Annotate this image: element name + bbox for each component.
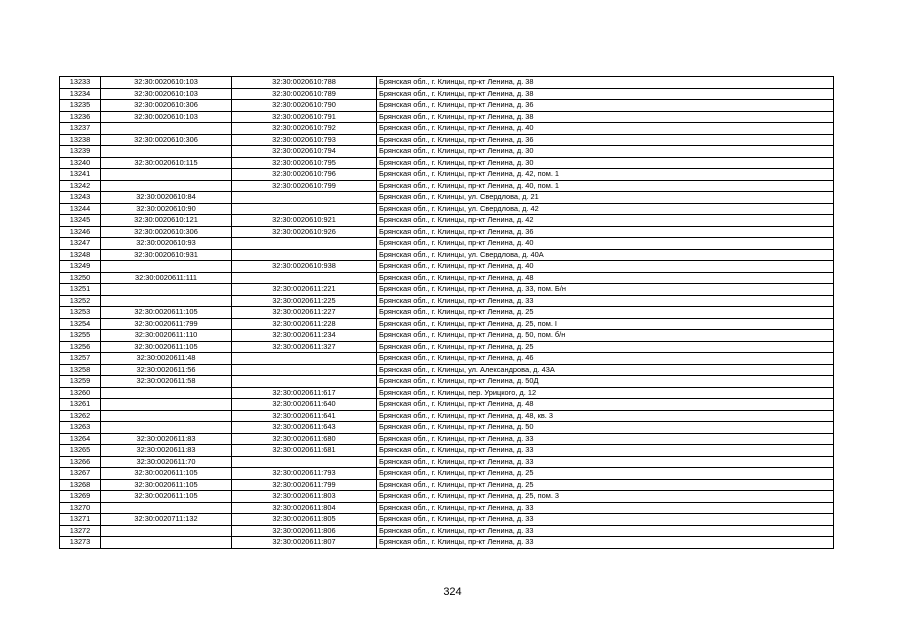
land-cadastral-number-cell <box>101 261 232 273</box>
row-number-cell: 13264 <box>60 433 101 445</box>
address-cell: Брянская обл., г. Клинцы, пер. Урицкого, д. 12 <box>377 387 834 399</box>
table-row <box>60 157 834 169</box>
land-cadastral-number-cell: 32:30:0020611:110 <box>101 330 232 342</box>
object-cadastral-number-cell <box>232 376 377 388</box>
object-cadastral-number-cell <box>232 238 377 250</box>
address-cell: Брянская обл., г. Клинцы, пр-кт Ленина, д. 25 <box>377 468 834 480</box>
address-cell: Брянская обл., г. Клинцы, пр-кт Ленина, д. 50, пом. б/н <box>377 330 834 342</box>
row-number-cell: 13257 <box>60 353 101 365</box>
row-number-cell: 13261 <box>60 399 101 411</box>
land-cadastral-number-cell <box>101 525 232 537</box>
table-row <box>60 410 834 422</box>
address-cell: Брянская обл., г. Клинцы, пр-кт Ленина, д. 25 <box>377 341 834 353</box>
address-cell: Брянская обл., г. Клинцы, пр-кт Ленина, д. 38 <box>377 111 834 123</box>
table-row <box>60 422 834 434</box>
table-row <box>60 445 834 457</box>
land-cadastral-number-cell: 32:30:0020611:83 <box>101 445 232 457</box>
table-row <box>60 100 834 112</box>
registry-table-body <box>60 77 834 549</box>
row-number-cell: 13236 <box>60 111 101 123</box>
row-number-cell: 13252 <box>60 295 101 307</box>
object-cadastral-number-cell: 32:30:0020611:234 <box>232 330 377 342</box>
object-cadastral-number-cell: 32:30:0020610:790 <box>232 100 377 112</box>
table-row <box>60 88 834 100</box>
object-cadastral-number-cell: 32:30:0020610:796 <box>232 169 377 181</box>
table-row <box>60 123 834 135</box>
table-row <box>60 491 834 503</box>
address-cell: Брянская обл., г. Клинцы, ул. Свердлова, д. 42 <box>377 203 834 215</box>
table-row <box>60 433 834 445</box>
address-cell: Брянская обл., г. Клинцы, пр-кт Ленина, д. 48 <box>377 399 834 411</box>
address-cell: Брянская обл., г. Клинцы, пр-кт Ленина, д. 30 <box>377 146 834 158</box>
row-number-cell: 13266 <box>60 456 101 468</box>
land-cadastral-number-cell <box>101 387 232 399</box>
land-cadastral-number-cell: 32:30:0020610:103 <box>101 77 232 89</box>
row-number-cell: 13246 <box>60 226 101 238</box>
address-cell: Брянская обл., г. Клинцы, пр-кт Ленина, д. 36 <box>377 226 834 238</box>
table-row <box>60 502 834 514</box>
table-row <box>60 111 834 123</box>
row-number-cell: 13235 <box>60 100 101 112</box>
land-cadastral-number-cell <box>101 502 232 514</box>
address-cell: Брянская обл., г. Клинцы, пр-кт Ленина, д. 30 <box>377 157 834 169</box>
table-row <box>60 215 834 227</box>
object-cadastral-number-cell: 32:30:0020610:789 <box>232 88 377 100</box>
land-cadastral-number-cell: 32:30:0020610:306 <box>101 134 232 146</box>
object-cadastral-number-cell: 32:30:0020610:794 <box>232 146 377 158</box>
table-row <box>60 284 834 296</box>
table-row <box>60 525 834 537</box>
row-number-cell: 13249 <box>60 261 101 273</box>
object-cadastral-number-cell: 32:30:0020611:803 <box>232 491 377 503</box>
address-cell: Брянская обл., г. Клинцы, пр-кт Ленина, д. 33 <box>377 525 834 537</box>
address-cell: Брянская обл., г. Клинцы, пр-кт Ленина, д. 48, кв. 3 <box>377 410 834 422</box>
object-cadastral-number-cell: 32:30:0020610:926 <box>232 226 377 238</box>
address-cell: Брянская обл., г. Клинцы, пр-кт Ленина, д. 25, пом. 3 <box>377 491 834 503</box>
address-cell: Брянская обл., г. Клинцы, пр-кт Ленина, д. 25 <box>377 479 834 491</box>
object-cadastral-number-cell: 32:30:0020611:227 <box>232 307 377 319</box>
object-cadastral-number-cell: 32:30:0020611:221 <box>232 284 377 296</box>
land-cadastral-number-cell: 32:30:0020611:83 <box>101 433 232 445</box>
row-number-cell: 13239 <box>60 146 101 158</box>
address-cell: Брянская обл., г. Клинцы, пр-кт Ленина, д. 40 <box>377 261 834 273</box>
land-cadastral-number-cell <box>101 410 232 422</box>
table-row <box>60 261 834 273</box>
object-cadastral-number-cell: 32:30:0020611:805 <box>232 514 377 526</box>
object-cadastral-number-cell: 32:30:0020610:799 <box>232 180 377 192</box>
row-number-cell: 13270 <box>60 502 101 514</box>
address-cell: Брянская обл., г. Клинцы, пр-кт Ленина, д. 25 <box>377 307 834 319</box>
row-number-cell: 13254 <box>60 318 101 330</box>
land-cadastral-number-cell: 32:30:0020610:306 <box>101 226 232 238</box>
address-cell: Брянская обл., г. Клинцы, пр-кт Ленина, д. 33 <box>377 445 834 457</box>
address-cell: Брянская обл., г. Клинцы, пр-кт Ленина, д. 33 <box>377 433 834 445</box>
object-cadastral-number-cell: 32:30:0020611:225 <box>232 295 377 307</box>
table-row <box>60 169 834 181</box>
row-number-cell: 13243 <box>60 192 101 204</box>
table-row <box>60 203 834 215</box>
land-cadastral-number-cell <box>101 422 232 434</box>
address-cell: Брянская обл., г. Клинцы, пр-кт Ленина, д. 38 <box>377 88 834 100</box>
object-cadastral-number-cell: 32:30:0020611:799 <box>232 479 377 491</box>
object-cadastral-number-cell: 32:30:0020610:938 <box>232 261 377 273</box>
row-number-cell: 13253 <box>60 307 101 319</box>
object-cadastral-number-cell: 32:30:0020610:792 <box>232 123 377 135</box>
row-number-cell: 13263 <box>60 422 101 434</box>
address-cell: Брянская обл., г. Клинцы, ул. Свердлова, д. 21 <box>377 192 834 204</box>
table-row <box>60 295 834 307</box>
table-row <box>60 387 834 399</box>
row-number-cell: 13238 <box>60 134 101 146</box>
land-cadastral-number-cell: 32:30:0020711:132 <box>101 514 232 526</box>
table-row <box>60 134 834 146</box>
row-number-cell: 13251 <box>60 284 101 296</box>
row-number-cell: 13250 <box>60 272 101 284</box>
object-cadastral-number-cell: 32:30:0020611:681 <box>232 445 377 457</box>
address-cell: Брянская обл., г. Клинцы, ул. Александрова, д. 43А <box>377 364 834 376</box>
table-row <box>60 514 834 526</box>
table-row <box>60 330 834 342</box>
table-row <box>60 364 834 376</box>
land-cadastral-number-cell: 32:30:0020611:111 <box>101 272 232 284</box>
land-cadastral-number-cell: 32:30:0020611:105 <box>101 307 232 319</box>
land-cadastral-number-cell <box>101 537 232 549</box>
address-cell: Брянская обл., г. Клинцы, пр-кт Ленина, д. 40 <box>377 123 834 135</box>
land-cadastral-number-cell: 32:30:0020611:58 <box>101 376 232 388</box>
land-cadastral-number-cell: 32:30:0020611:105 <box>101 468 232 480</box>
row-number-cell: 13267 <box>60 468 101 480</box>
row-number-cell: 13245 <box>60 215 101 227</box>
table-row <box>60 180 834 192</box>
table-row <box>60 77 834 89</box>
object-cadastral-number-cell: 32:30:0020611:327 <box>232 341 377 353</box>
row-number-cell: 13244 <box>60 203 101 215</box>
row-number-cell: 13262 <box>60 410 101 422</box>
row-number-cell: 13240 <box>60 157 101 169</box>
address-cell: Брянская обл., г. Клинцы, пр-кт Ленина, д. 50 <box>377 422 834 434</box>
row-number-cell: 13242 <box>60 180 101 192</box>
table-row <box>60 376 834 388</box>
land-cadastral-number-cell: 32:30:0020611:105 <box>101 479 232 491</box>
object-cadastral-number-cell: 32:30:0020610:791 <box>232 111 377 123</box>
land-cadastral-number-cell <box>101 123 232 135</box>
row-number-cell: 13237 <box>60 123 101 135</box>
row-number-cell: 13260 <box>60 387 101 399</box>
address-cell: Брянская обл., г. Клинцы, пр-кт Ленина, д. 33 <box>377 514 834 526</box>
row-number-cell: 13255 <box>60 330 101 342</box>
table-row <box>60 146 834 158</box>
table-row <box>60 537 834 549</box>
row-number-cell: 13272 <box>60 525 101 537</box>
land-cadastral-number-cell: 32:30:0020611:48 <box>101 353 232 365</box>
object-cadastral-number-cell: 32:30:0020611:806 <box>232 525 377 537</box>
land-cadastral-number-cell: 32:30:0020610:103 <box>101 88 232 100</box>
address-cell: Брянская обл., г. Клинцы, пр-кт Ленина, д. 36 <box>377 100 834 112</box>
table-row <box>60 399 834 411</box>
address-cell: Брянская обл., г. Клинцы, пр-кт Ленина, д. 40, пом. 1 <box>377 180 834 192</box>
land-cadastral-number-cell: 32:30:0020610:115 <box>101 157 232 169</box>
address-cell: Брянская обл., г. Клинцы, пр-кт Ленина, д. 33 <box>377 295 834 307</box>
object-cadastral-number-cell: 32:30:0020610:795 <box>232 157 377 169</box>
table-row <box>60 456 834 468</box>
row-number-cell: 13259 <box>60 376 101 388</box>
table-row <box>60 272 834 284</box>
object-cadastral-number-cell: 32:30:0020611:807 <box>232 537 377 549</box>
address-cell: Брянская обл., г. Клинцы, пр-кт Ленина, д. 33 <box>377 502 834 514</box>
object-cadastral-number-cell <box>232 192 377 204</box>
address-cell: Брянская обл., г. Клинцы, пр-кт Ленина, д. 42, пом. 1 <box>377 169 834 181</box>
row-number-cell: 13234 <box>60 88 101 100</box>
object-cadastral-number-cell: 32:30:0020611:228 <box>232 318 377 330</box>
land-cadastral-number-cell <box>101 284 232 296</box>
address-cell: Брянская обл., г. Клинцы, пр-кт Ленина, д. 33 <box>377 537 834 549</box>
object-cadastral-number-cell: 32:30:0020611:804 <box>232 502 377 514</box>
land-cadastral-number-cell <box>101 180 232 192</box>
row-number-cell: 13269 <box>60 491 101 503</box>
land-cadastral-number-cell: 32:30:0020611:799 <box>101 318 232 330</box>
object-cadastral-number-cell <box>232 203 377 215</box>
address-cell: Брянская обл., г. Клинцы, ул. Свердлова, д. 40А <box>377 249 834 261</box>
address-cell: Брянская обл., г. Клинцы, пр-кт Ленина, д. 40 <box>377 238 834 250</box>
address-cell: Брянская обл., г. Клинцы, пр-кт Ленина, д. 25, пом. I <box>377 318 834 330</box>
page-number: 324 <box>443 586 462 598</box>
land-cadastral-number-cell: 32:30:0020610:121 <box>101 215 232 227</box>
land-cadastral-number-cell: 32:30:0020610:306 <box>101 100 232 112</box>
address-cell: Брянская обл., г. Клинцы, пр-кт Ленина, д. 42 <box>377 215 834 227</box>
land-cadastral-number-cell: 32:30:0020611:105 <box>101 491 232 503</box>
row-number-cell: 13268 <box>60 479 101 491</box>
row-number-cell: 13258 <box>60 364 101 376</box>
row-number-cell: 13271 <box>60 514 101 526</box>
table-row <box>60 353 834 365</box>
land-cadastral-number-cell: 32:30:0020610:931 <box>101 249 232 261</box>
table-row <box>60 341 834 353</box>
row-number-cell: 13273 <box>60 537 101 549</box>
object-cadastral-number-cell: 32:30:0020610:793 <box>232 134 377 146</box>
table-row <box>60 468 834 480</box>
land-cadastral-number-cell: 32:30:0020611:56 <box>101 364 232 376</box>
row-number-cell: 13241 <box>60 169 101 181</box>
object-cadastral-number-cell: 32:30:0020611:617 <box>232 387 377 399</box>
land-cadastral-number-cell <box>101 146 232 158</box>
land-cadastral-number-cell <box>101 399 232 411</box>
row-number-cell: 13247 <box>60 238 101 250</box>
row-number-cell: 13265 <box>60 445 101 457</box>
land-cadastral-number-cell: 32:30:0020610:93 <box>101 238 232 250</box>
object-cadastral-number-cell <box>232 249 377 261</box>
land-cadastral-number-cell <box>101 169 232 181</box>
object-cadastral-number-cell <box>232 353 377 365</box>
address-cell: Брянская обл., г. Клинцы, пр-кт Ленина, д. 33, пом. Б/н <box>377 284 834 296</box>
object-cadastral-number-cell: 32:30:0020611:793 <box>232 468 377 480</box>
land-cadastral-number-cell: 32:30:0020610:90 <box>101 203 232 215</box>
address-cell: Брянская обл., г. Клинцы, пр-кт Ленина, д. 50Д <box>377 376 834 388</box>
table-row <box>60 307 834 319</box>
object-cadastral-number-cell: 32:30:0020611:643 <box>232 422 377 434</box>
address-cell: Брянская обл., г. Клинцы, пр-кт Ленина, д. 33 <box>377 456 834 468</box>
object-cadastral-number-cell: 32:30:0020611:641 <box>232 410 377 422</box>
table-row <box>60 192 834 204</box>
land-cadastral-number-cell: 32:30:0020611:70 <box>101 456 232 468</box>
object-cadastral-number-cell <box>232 272 377 284</box>
row-number-cell: 13256 <box>60 341 101 353</box>
table-row <box>60 226 834 238</box>
address-cell: Брянская обл., г. Клинцы, пр-кт Ленина, д. 38 <box>377 77 834 89</box>
land-cadastral-number-cell: 32:30:0020610:84 <box>101 192 232 204</box>
row-number-cell: 13248 <box>60 249 101 261</box>
land-cadastral-number-cell: 32:30:0020610:103 <box>101 111 232 123</box>
object-cadastral-number-cell: 32:30:0020610:921 <box>232 215 377 227</box>
object-cadastral-number-cell: 32:30:0020610:788 <box>232 77 377 89</box>
table-row <box>60 318 834 330</box>
table-row <box>60 249 834 261</box>
row-number-cell: 13233 <box>60 77 101 89</box>
object-cadastral-number-cell: 32:30:0020611:640 <box>232 399 377 411</box>
address-cell: Брянская обл., г. Клинцы, пр-кт Ленина, д. 46 <box>377 353 834 365</box>
table-row <box>60 238 834 250</box>
table-row <box>60 479 834 491</box>
land-cadastral-number-cell <box>101 295 232 307</box>
object-cadastral-number-cell <box>232 456 377 468</box>
object-cadastral-number-cell <box>232 364 377 376</box>
address-cell: Брянская обл., г. Клинцы, пр-кт Ленина, д. 48 <box>377 272 834 284</box>
registry-table <box>59 76 834 549</box>
object-cadastral-number-cell: 32:30:0020611:680 <box>232 433 377 445</box>
land-cadastral-number-cell: 32:30:0020611:105 <box>101 341 232 353</box>
address-cell: Брянская обл., г. Клинцы, пр-кт Ленина, д. 36 <box>377 134 834 146</box>
